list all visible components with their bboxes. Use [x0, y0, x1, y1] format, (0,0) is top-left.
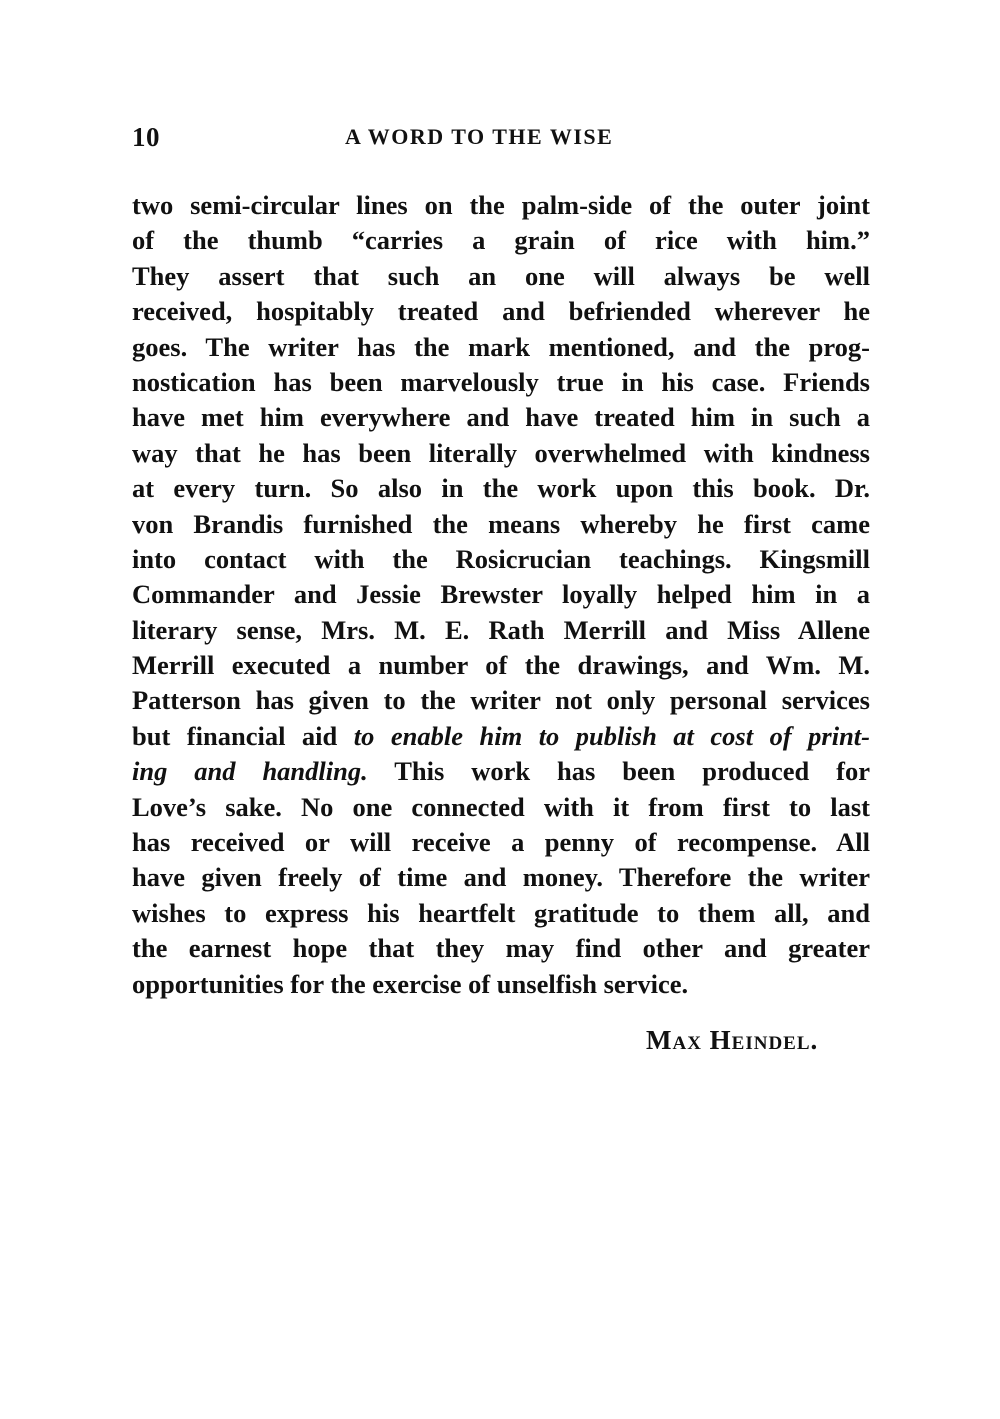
text-line: Patterson has given to the writer not only personal services	[132, 685, 870, 716]
author-signature: Max Heindel.	[646, 1025, 819, 1055]
plain-text: but financial aid	[132, 720, 354, 751]
text-line: of the thumb “carries a grain of rice with him.”	[132, 225, 870, 256]
text-line: has received or will receive a penny of recompense. All	[132, 827, 870, 858]
text-line: They assert that such an one will always be well	[132, 260, 870, 291]
italic-text: ing and handling.	[132, 756, 368, 787]
text-line-mixed	[132, 754, 870, 789]
italic-text: to enable him to publish at cost of print-	[353, 720, 870, 751]
running-title: A WORD TO THE WISE	[345, 124, 614, 149]
text-line: wishes to express his heartfelt gratitude to them all, and	[132, 897, 870, 928]
text-line: way that he has been literally overwhelmed with kindness	[132, 437, 870, 468]
text-line: Merrill executed a number of the drawings, and Wm. M.	[132, 650, 870, 681]
text-line: received, hospitably treated and befriended wherever he	[132, 296, 870, 327]
text-line: goes. The writer has the mark mentioned, and the prog-	[132, 331, 870, 362]
text-line: opportunities for the exercise of unselfish service.	[132, 968, 689, 999]
text-line: Love’s sake. No one connected with it from first to last	[132, 791, 870, 822]
text-line: have given freely of time and money. Therefore the writer	[132, 862, 870, 893]
plain-text: This work has been produced for	[367, 756, 870, 787]
text-line: Commander and Jessie Brewster loyally helped him in a	[132, 579, 870, 610]
text-line: at every turn. So also in the work upon this book. Dr.	[132, 473, 870, 504]
text-line: have met him everywhere and have treated him in such a	[132, 402, 870, 433]
text-line: two semi-circular lines on the palm-side of the outer joint	[132, 190, 870, 220]
text-line: into contact with the Rosicrucian teachings. Kingsmill	[132, 543, 870, 574]
text-line: von Brandis furnished the means whereby he first came	[132, 508, 870, 539]
text-line: the earnest hope that they may find other and greater	[132, 933, 870, 964]
body-paragraph	[132, 188, 870, 1002]
text-line: nostication has been marvelously true in his case. Friends	[132, 366, 870, 397]
page-number: 10	[132, 122, 160, 152]
text-line: literary sense, Mrs. M. E. Rath Merrill and Miss Allene	[132, 614, 870, 645]
text-line-mixed	[132, 719, 870, 754]
